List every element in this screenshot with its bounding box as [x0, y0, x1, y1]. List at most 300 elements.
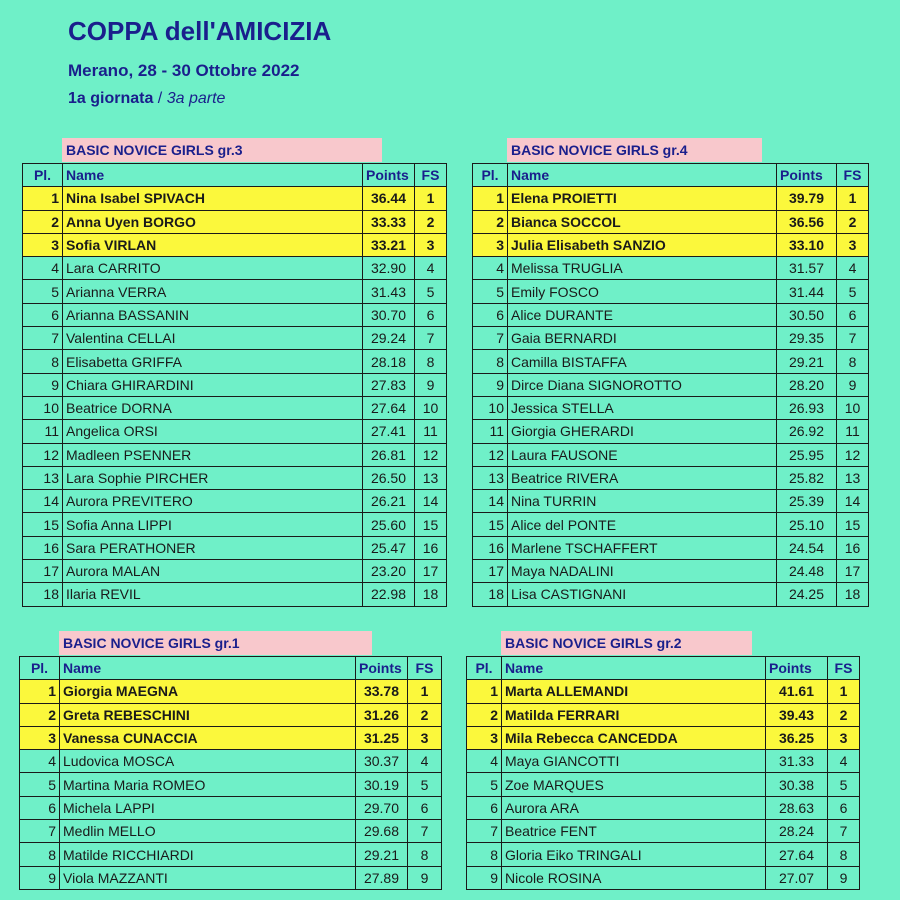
points-cell: 28.24: [766, 820, 828, 843]
col-header-points: Points: [363, 164, 415, 187]
table-row: [467, 680, 860, 703]
fs-cell: 4: [415, 257, 447, 280]
place-cell: 16: [23, 536, 63, 559]
table-row: [473, 513, 869, 536]
fs-cell: 17: [837, 560, 869, 583]
fs-cell: 7: [828, 820, 860, 843]
col-header-name: Name: [502, 657, 766, 680]
name-cell: Sofia Anna LIPPI: [63, 513, 363, 536]
place-cell: 1: [467, 680, 502, 703]
name-cell: Arianna BASSANIN: [63, 303, 363, 326]
day-label: 1a giornata: [68, 90, 154, 107]
table-row: [20, 866, 442, 889]
name-cell: Nina Isabel SPIVACH: [63, 187, 363, 210]
fs-cell: 13: [415, 466, 447, 489]
name-cell: Beatrice FENT: [502, 820, 766, 843]
table-row: [473, 303, 869, 326]
name-cell: Gloria Eiko TRINGALI: [502, 843, 766, 866]
fs-cell: 12: [415, 443, 447, 466]
table-row: [23, 233, 447, 256]
fs-cell: 4: [837, 257, 869, 280]
table-row: [467, 796, 860, 819]
points-cell: 28.63: [766, 796, 828, 819]
name-cell: Martina Maria ROMEO: [60, 773, 356, 796]
place-cell: 10: [23, 396, 63, 419]
place-cell: 5: [23, 280, 63, 303]
table-row: [23, 257, 447, 280]
name-cell: Lara Sophie PIRCHER: [63, 466, 363, 489]
name-cell: Arianna VERRA: [63, 280, 363, 303]
points-cell: 25.60: [363, 513, 415, 536]
day-part: 3a parte: [166, 90, 226, 107]
points-cell: 29.21: [777, 350, 837, 373]
place-cell: 3: [23, 233, 63, 256]
place-cell: 3: [20, 726, 60, 749]
points-cell: 24.48: [777, 560, 837, 583]
place-cell: 9: [467, 866, 502, 889]
name-cell: Madleen PSENNER: [63, 443, 363, 466]
table-row: [20, 773, 442, 796]
group-title: BASIC NOVICE GIRLS gr.2: [501, 631, 752, 655]
fs-cell: 4: [408, 750, 442, 773]
points-cell: 39.43: [766, 703, 828, 726]
points-cell: 25.47: [363, 536, 415, 559]
points-cell: 29.68: [356, 820, 408, 843]
name-cell: Sara PERATHONER: [63, 536, 363, 559]
place-cell: 17: [473, 560, 508, 583]
points-cell: 26.50: [363, 466, 415, 489]
table-row: [473, 187, 869, 210]
table-row: [473, 536, 869, 559]
place-cell: 9: [23, 373, 63, 396]
col-header-place: Pl.: [20, 657, 60, 680]
name-cell: Maya NADALINI: [508, 560, 777, 583]
name-cell: Ilaria REVIL: [63, 583, 363, 606]
name-cell: Gaia BERNARDI: [508, 327, 777, 350]
place-cell: 11: [23, 420, 63, 443]
table-row: [473, 327, 869, 350]
col-header-name: Name: [508, 164, 777, 187]
fs-cell: 6: [415, 303, 447, 326]
table-row: [467, 750, 860, 773]
table-header-row: [467, 657, 860, 680]
fs-cell: 5: [828, 773, 860, 796]
name-cell: Camilla BISTAFFA: [508, 350, 777, 373]
table-row: [467, 866, 860, 889]
fs-cell: 5: [837, 280, 869, 303]
place-cell: 9: [20, 866, 60, 889]
name-cell: Viola MAZZANTI: [60, 866, 356, 889]
fs-cell: 18: [415, 583, 447, 606]
col-header-fs: FS: [828, 657, 860, 680]
points-cell: 30.38: [766, 773, 828, 796]
points-cell: 28.20: [777, 373, 837, 396]
name-cell: Medlin MELLO: [60, 820, 356, 843]
table-row: [20, 680, 442, 703]
fs-cell: 16: [837, 536, 869, 559]
place-cell: 1: [20, 680, 60, 703]
place-cell: 2: [473, 210, 508, 233]
name-cell: Aurora MALAN: [63, 560, 363, 583]
fs-cell: 18: [837, 583, 869, 606]
fs-cell: 10: [837, 396, 869, 419]
place-cell: 5: [20, 773, 60, 796]
points-cell: 29.24: [363, 327, 415, 350]
points-cell: 30.50: [777, 303, 837, 326]
table-row: [473, 443, 869, 466]
fs-cell: 8: [408, 843, 442, 866]
table-row: [467, 843, 860, 866]
name-cell: Julia Elisabeth SANZIO: [508, 233, 777, 256]
name-cell: Anna Uyen BORGO: [63, 210, 363, 233]
points-cell: 26.21: [363, 490, 415, 513]
fs-cell: 5: [415, 280, 447, 303]
points-cell: 29.70: [356, 796, 408, 819]
fs-cell: 5: [408, 773, 442, 796]
points-cell: 31.25: [356, 726, 408, 749]
name-cell: Melissa TRUGLIA: [508, 257, 777, 280]
place-cell: 14: [23, 490, 63, 513]
table-row: [473, 583, 869, 606]
table-row: [23, 187, 447, 210]
table-row: [23, 490, 447, 513]
table-row: [473, 466, 869, 489]
points-cell: 31.26: [356, 703, 408, 726]
place-cell: 8: [20, 843, 60, 866]
page-title: COPPA dell'AMICIZIA: [68, 16, 332, 46]
table-row: [23, 560, 447, 583]
place-cell: 7: [467, 820, 502, 843]
table-header-row: [23, 164, 447, 187]
points-cell: 28.18: [363, 350, 415, 373]
points-cell: 32.90: [363, 257, 415, 280]
name-cell: Aurora ARA: [502, 796, 766, 819]
group-title: BASIC NOVICE GIRLS gr.1: [59, 631, 372, 655]
name-cell: Elisabetta GRIFFA: [63, 350, 363, 373]
points-cell: 39.79: [777, 187, 837, 210]
name-cell: Aurora PREVITERO: [63, 490, 363, 513]
points-cell: 27.89: [356, 866, 408, 889]
table-row: [23, 303, 447, 326]
table-row: [20, 820, 442, 843]
col-header-points: Points: [766, 657, 828, 680]
place-cell: 2: [20, 703, 60, 726]
fs-cell: 9: [828, 866, 860, 889]
name-cell: Alice del PONTE: [508, 513, 777, 536]
fs-cell: 3: [837, 233, 869, 256]
points-cell: 31.44: [777, 280, 837, 303]
table-row: [473, 396, 869, 419]
table-row: [473, 420, 869, 443]
fs-cell: 11: [415, 420, 447, 443]
fs-cell: 10: [415, 396, 447, 419]
fs-cell: 3: [415, 233, 447, 256]
place-cell: 8: [473, 350, 508, 373]
place-cell: 9: [473, 373, 508, 396]
place-cell: 6: [467, 796, 502, 819]
points-cell: 24.25: [777, 583, 837, 606]
results-table: [19, 656, 442, 890]
table-row: [20, 843, 442, 866]
points-cell: 33.10: [777, 233, 837, 256]
fs-cell: 8: [415, 350, 447, 373]
day-separator: /: [153, 90, 167, 107]
fs-cell: 15: [415, 513, 447, 536]
place-cell: 5: [473, 280, 508, 303]
fs-cell: 9: [837, 373, 869, 396]
points-cell: 26.92: [777, 420, 837, 443]
points-cell: 22.98: [363, 583, 415, 606]
place-cell: 18: [23, 583, 63, 606]
place-cell: 13: [473, 466, 508, 489]
points-cell: 31.57: [777, 257, 837, 280]
name-cell: Matilde RICCHIARDI: [60, 843, 356, 866]
place-cell: 15: [473, 513, 508, 536]
place-cell: 2: [467, 703, 502, 726]
place-cell: 2: [23, 210, 63, 233]
points-cell: 27.07: [766, 866, 828, 889]
place-cell: 16: [473, 536, 508, 559]
name-cell: Emily FOSCO: [508, 280, 777, 303]
table-row: [473, 350, 869, 373]
table-row: [473, 560, 869, 583]
fs-cell: 7: [408, 820, 442, 843]
name-cell: Bianca SOCCOL: [508, 210, 777, 233]
table-row: [467, 703, 860, 726]
place-cell: 7: [473, 327, 508, 350]
fs-cell: 12: [837, 443, 869, 466]
points-cell: 36.44: [363, 187, 415, 210]
name-cell: Nicole ROSINA: [502, 866, 766, 889]
fs-cell: 2: [837, 210, 869, 233]
name-cell: Elena PROIETTI: [508, 187, 777, 210]
place-cell: 3: [473, 233, 508, 256]
fs-cell: 8: [837, 350, 869, 373]
points-cell: 36.25: [766, 726, 828, 749]
name-cell: Dirce Diana SIGNOROTTO: [508, 373, 777, 396]
fs-cell: 16: [415, 536, 447, 559]
table-row: [23, 466, 447, 489]
fs-cell: 14: [415, 490, 447, 513]
place-cell: 12: [23, 443, 63, 466]
place-cell: 8: [23, 350, 63, 373]
table-row: [20, 750, 442, 773]
points-cell: 41.61: [766, 680, 828, 703]
col-header-fs: FS: [415, 164, 447, 187]
name-cell: Greta REBESCHINI: [60, 703, 356, 726]
fs-cell: 9: [408, 866, 442, 889]
fs-cell: 7: [415, 327, 447, 350]
points-cell: 33.78: [356, 680, 408, 703]
col-header-points: Points: [356, 657, 408, 680]
points-cell: 30.19: [356, 773, 408, 796]
name-cell: Jessica STELLA: [508, 396, 777, 419]
col-header-fs: FS: [408, 657, 442, 680]
name-cell: Giorgia MAEGNA: [60, 680, 356, 703]
place-cell: 8: [467, 843, 502, 866]
points-cell: 25.95: [777, 443, 837, 466]
place-cell: 14: [473, 490, 508, 513]
place-cell: 7: [23, 327, 63, 350]
col-header-place: Pl.: [23, 164, 63, 187]
name-cell: Vanessa CUNACCIA: [60, 726, 356, 749]
points-cell: 29.35: [777, 327, 837, 350]
col-header-name: Name: [60, 657, 356, 680]
place-cell: 18: [473, 583, 508, 606]
points-cell: 23.20: [363, 560, 415, 583]
table-row: [473, 373, 869, 396]
points-cell: 27.41: [363, 420, 415, 443]
place-cell: 5: [467, 773, 502, 796]
points-cell: 26.93: [777, 396, 837, 419]
group-title: BASIC NOVICE GIRLS gr.3: [62, 138, 382, 162]
name-cell: Angelica ORSI: [63, 420, 363, 443]
table-row: [23, 443, 447, 466]
name-cell: Sofia VIRLAN: [63, 233, 363, 256]
table-row: [23, 280, 447, 303]
points-cell: 30.70: [363, 303, 415, 326]
fs-cell: 6: [828, 796, 860, 819]
name-cell: Alice DURANTE: [508, 303, 777, 326]
name-cell: Michela LAPPI: [60, 796, 356, 819]
fs-cell: 3: [408, 726, 442, 749]
name-cell: Giorgia GHERARDI: [508, 420, 777, 443]
points-cell: 31.33: [766, 750, 828, 773]
points-cell: 25.39: [777, 490, 837, 513]
fs-cell: 1: [837, 187, 869, 210]
fs-cell: 15: [837, 513, 869, 536]
fs-cell: 8: [828, 843, 860, 866]
table-row: [23, 583, 447, 606]
col-header-place: Pl.: [467, 657, 502, 680]
table-row: [20, 703, 442, 726]
col-header-fs: FS: [837, 164, 869, 187]
col-header-place: Pl.: [473, 164, 508, 187]
name-cell: Lisa CASTIGNANI: [508, 583, 777, 606]
table-row: [23, 420, 447, 443]
points-cell: 31.43: [363, 280, 415, 303]
fs-cell: 2: [828, 703, 860, 726]
results-table: [472, 163, 869, 607]
name-cell: Valentina CELLAI: [63, 327, 363, 350]
table-row: [473, 280, 869, 303]
points-cell: 29.21: [356, 843, 408, 866]
name-cell: Matilda FERRARI: [502, 703, 766, 726]
name-cell: Lara CARRITO: [63, 257, 363, 280]
table-row: [473, 233, 869, 256]
name-cell: Maya GIANCOTTI: [502, 750, 766, 773]
table-row: [20, 726, 442, 749]
table-row: [467, 820, 860, 843]
table-header-row: [473, 164, 869, 187]
table-row: [23, 536, 447, 559]
name-cell: Marlene TSCHAFFERT: [508, 536, 777, 559]
fs-cell: 6: [408, 796, 442, 819]
col-header-name: Name: [63, 164, 363, 187]
place-cell: 6: [473, 303, 508, 326]
name-cell: Zoe MARQUES: [502, 773, 766, 796]
fs-cell: 4: [828, 750, 860, 773]
name-cell: Mila Rebecca CANCEDDA: [502, 726, 766, 749]
table-row: [23, 373, 447, 396]
table-row: [473, 257, 869, 280]
fs-cell: 3: [828, 726, 860, 749]
points-cell: 33.21: [363, 233, 415, 256]
fs-cell: 17: [415, 560, 447, 583]
place-cell: 6: [23, 303, 63, 326]
place-cell: 13: [23, 466, 63, 489]
table-row: [467, 726, 860, 749]
fs-cell: 7: [837, 327, 869, 350]
place-cell: 12: [473, 443, 508, 466]
fs-cell: 11: [837, 420, 869, 443]
fs-cell: 13: [837, 466, 869, 489]
fs-cell: 2: [408, 703, 442, 726]
table-row: [23, 327, 447, 350]
place-cell: 3: [467, 726, 502, 749]
table-row: [473, 210, 869, 233]
group-title: BASIC NOVICE GIRLS gr.4: [507, 138, 762, 162]
fs-cell: 2: [415, 210, 447, 233]
points-cell: 27.64: [766, 843, 828, 866]
name-cell: Nina TURRIN: [508, 490, 777, 513]
results-table: [466, 656, 860, 890]
points-cell: 27.64: [363, 396, 415, 419]
fs-cell: 9: [415, 373, 447, 396]
place-cell: 1: [23, 187, 63, 210]
fs-cell: 14: [837, 490, 869, 513]
place-cell: 10: [473, 396, 508, 419]
place-cell: 1: [473, 187, 508, 210]
event-subtitle: Merano, 28 - 30 Ottobre 2022: [68, 61, 300, 80]
place-cell: 4: [23, 257, 63, 280]
table-row: [23, 513, 447, 536]
points-cell: 36.56: [777, 210, 837, 233]
name-cell: Chiara GHIRARDINI: [63, 373, 363, 396]
place-cell: 4: [20, 750, 60, 773]
points-cell: 25.82: [777, 466, 837, 489]
place-cell: 15: [23, 513, 63, 536]
col-header-points: Points: [777, 164, 837, 187]
table-row: [20, 796, 442, 819]
name-cell: Laura FAUSONE: [508, 443, 777, 466]
points-cell: 24.54: [777, 536, 837, 559]
place-cell: 4: [467, 750, 502, 773]
points-cell: 30.37: [356, 750, 408, 773]
place-cell: 6: [20, 796, 60, 819]
fs-cell: 1: [415, 187, 447, 210]
place-cell: 17: [23, 560, 63, 583]
place-cell: 7: [20, 820, 60, 843]
points-cell: 26.81: [363, 443, 415, 466]
day-line: [68, 90, 225, 108]
results-table: [22, 163, 447, 607]
table-row: [473, 490, 869, 513]
table-row: [23, 350, 447, 373]
place-cell: 4: [473, 257, 508, 280]
name-cell: Beatrice RIVERA: [508, 466, 777, 489]
name-cell: Ludovica MOSCA: [60, 750, 356, 773]
name-cell: Marta ALLEMANDI: [502, 680, 766, 703]
fs-cell: 1: [828, 680, 860, 703]
table-row: [467, 773, 860, 796]
fs-cell: 1: [408, 680, 442, 703]
points-cell: 33.33: [363, 210, 415, 233]
table-row: [23, 396, 447, 419]
points-cell: 25.10: [777, 513, 837, 536]
table-row: [23, 210, 447, 233]
table-header-row: [20, 657, 442, 680]
